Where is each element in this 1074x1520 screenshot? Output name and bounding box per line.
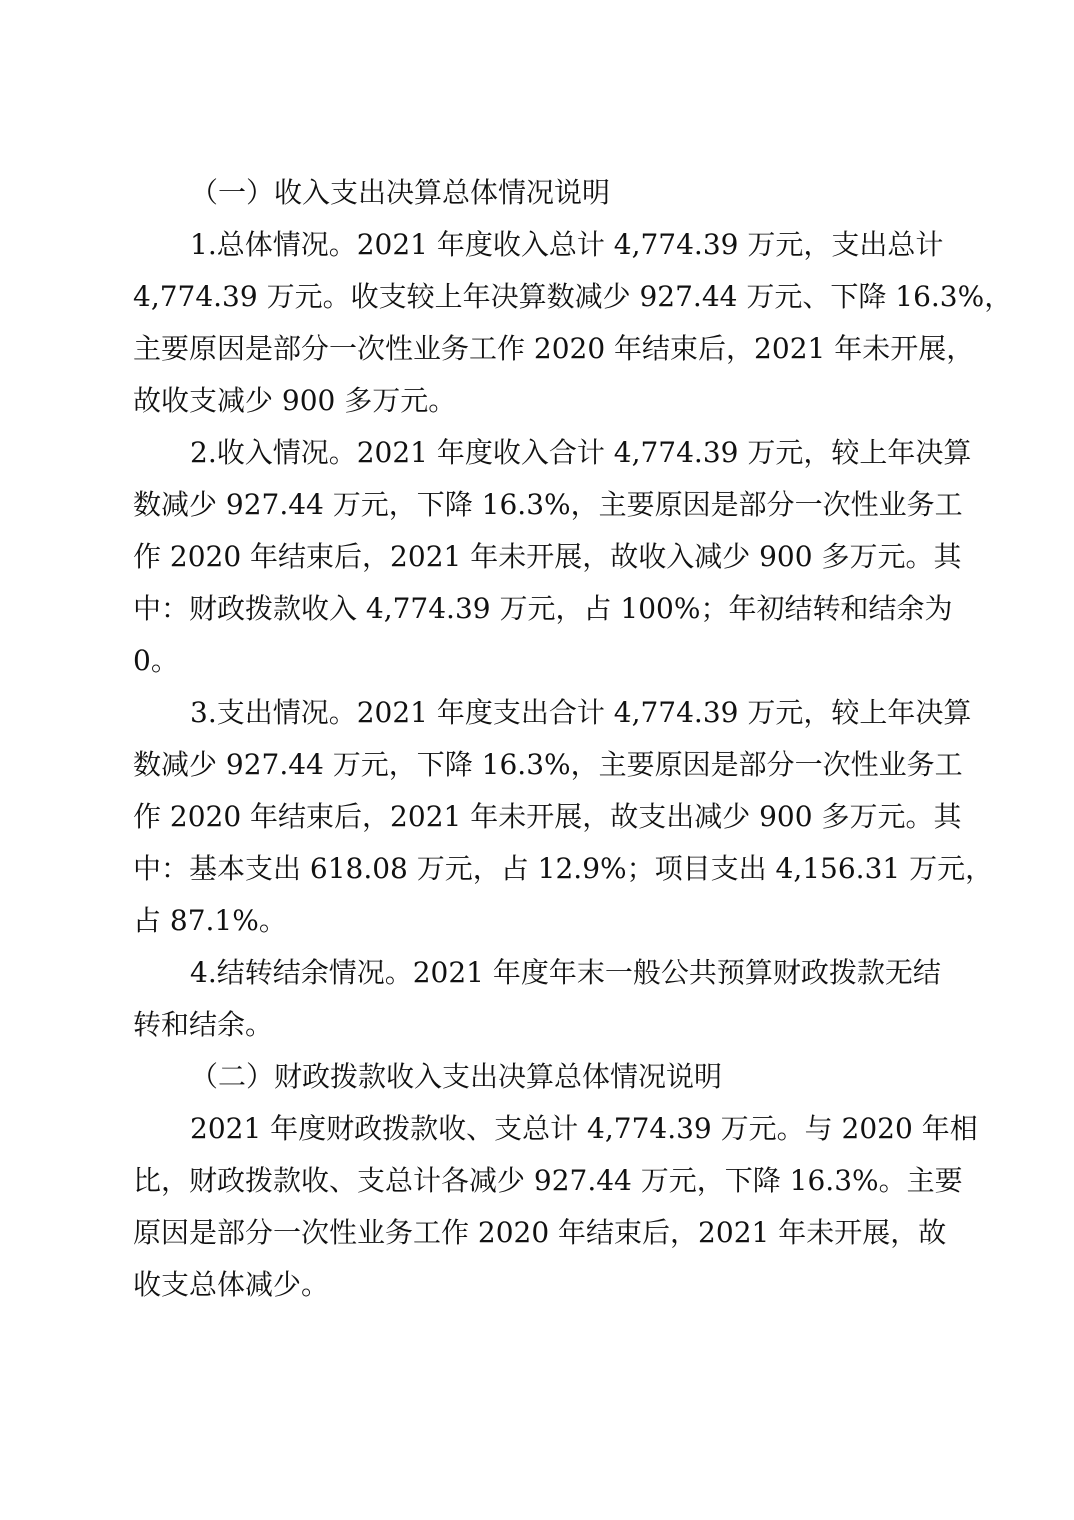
- paragraph-1-line-4: 故收支减少 900 多万元。: [133, 384, 457, 417]
- paragraph-3-line-2: 数减少 927.44 万元，下降 16.3%，主要原因是部分一次性业务工: [133, 748, 963, 781]
- paragraph-2-line-3: 作 2020 年结束后，2021 年未开展，故收入减少 900 多万元。其: [133, 540, 962, 573]
- paragraph-3-line-5: 占 87.1%。: [133, 904, 287, 937]
- paragraph-4-line-2: 转和结余。: [133, 1008, 274, 1041]
- section-heading-2: （二）财政拨款收入支出决算总体情况说明: [190, 1060, 723, 1093]
- paragraph-2-line-1: 2.收入情况。2021 年度收入合计 4,774.39 万元，较上年决算: [190, 436, 972, 469]
- paragraph-5-line-4: 收支总体减少。: [133, 1268, 330, 1301]
- paragraph-1-line-2: 4,774.39 万元。收支较上年决算数减少 927.44 万元、下降 16.3%，: [133, 280, 1013, 313]
- paragraph-3-line-3: 作 2020 年结束后，2021 年未开展，故支出减少 900 多万元。其: [133, 800, 962, 833]
- section-heading-1: （一）收入支出决算总体情况说明: [190, 176, 611, 209]
- paragraph-4-line-1: 4.结转结余情况。2021 年度年末一般公共预算财政拨款无结: [190, 956, 941, 989]
- paragraph-1-line-1: 1.总体情况。2021 年度收入总计 4,774.39 万元，支出总计: [190, 228, 944, 261]
- paragraph-5-line-3: 原因是部分一次性业务工作 2020 年结束后，2021 年未开展，故: [133, 1216, 947, 1249]
- paragraph-1-line-3: 主要原因是部分一次性业务工作 2020 年结束后，2021 年未开展，: [133, 332, 975, 365]
- paragraph-3-line-1: 3.支出情况。2021 年度支出合计 4,774.39 万元，较上年决算: [190, 696, 972, 729]
- paragraph-3-line-4: 中：基本支出 618.08 万元，占 12.9%；项目支出 4,156.31 万元，: [133, 852, 994, 885]
- paragraph-2-line-2: 数减少 927.44 万元，下降 16.3%，主要原因是部分一次性业务工: [133, 488, 963, 521]
- paragraph-5-line-2: 比，财政拨款收、支总计各减少 927.44 万元，下降 16.3%。主要: [133, 1164, 963, 1197]
- paragraph-5-line-1: 2021 年度财政拨款收、支总计 4,774.39 万元。与 2020 年相: [190, 1112, 978, 1145]
- paragraph-2-line-4: 中：财政拨款收入 4,774.39 万元，占 100%；年初结转和结余为: [133, 592, 953, 625]
- paragraph-2-line-5: 0。: [133, 644, 179, 677]
